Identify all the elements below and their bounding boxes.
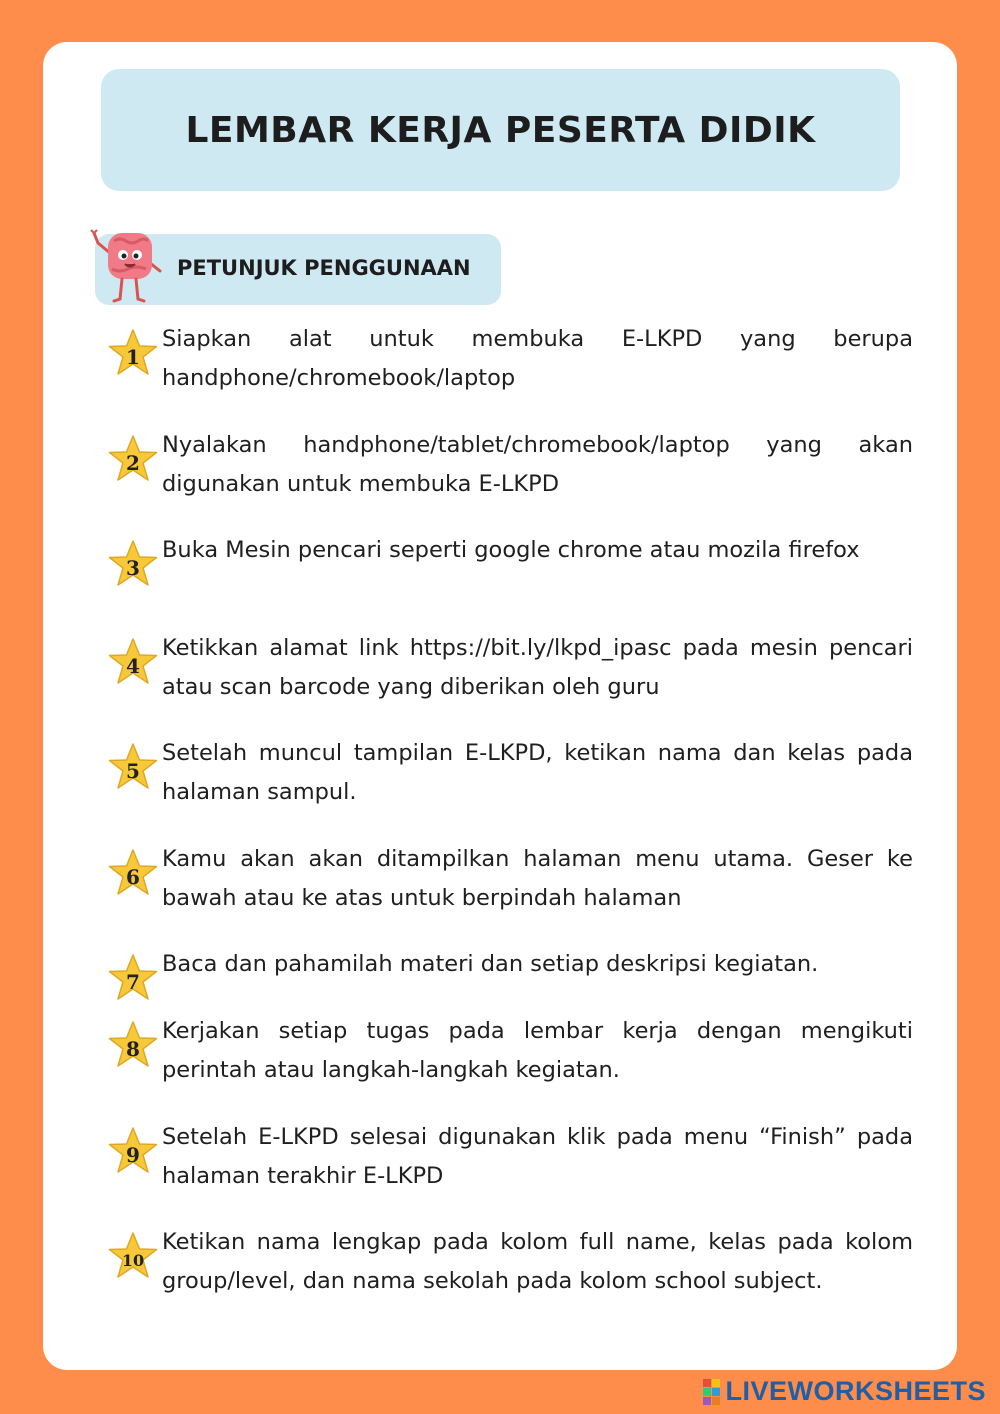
star-icon [106, 538, 160, 592]
step-number: 10 [121, 1250, 145, 1270]
step-number: 8 [126, 1037, 140, 1061]
star-icon [106, 1230, 160, 1284]
step-number: 4 [126, 654, 140, 678]
step-number: 3 [126, 556, 140, 580]
star-icon [106, 327, 160, 381]
step-number: 2 [126, 451, 140, 475]
star-icon [106, 741, 160, 795]
title-banner [101, 69, 900, 191]
step-number: 5 [126, 759, 140, 783]
star-icon [106, 847, 160, 901]
step-text: Siapkan alat untuk membuka E-LKPD yang berupa handphone/chromebook/laptop [162, 326, 913, 391]
brand-wordmark: LIVEWORKSHEETS [725, 1376, 986, 1406]
step-number: 9 [126, 1143, 140, 1167]
star-icon [106, 1019, 160, 1073]
step-text: Buka Mesin pencari seperti google chrome atau mozila firefox [162, 537, 860, 563]
step-text: Kamu akan akan ditampilkan halaman menu utama. Geser ke bawah atau ke atas untuk berpindah halaman [162, 846, 913, 911]
step-text: Kerjakan setiap tugas pada lembar kerja dengan mengikuti perintah atau langkah-langkah kegiatan. [162, 1018, 913, 1083]
step-text: Ketikkan alamat link https://bit.ly/lkpd_ipasc pada mesin pencari atau scan barcode yang diberikan oleh guru [162, 635, 913, 700]
star-icon [106, 433, 160, 487]
section-title: PETUNJUK PENGGUNAAN [177, 256, 471, 280]
step-number: 1 [126, 345, 140, 369]
page-title: LEMBAR KERJA PESERTA DIDIK [185, 109, 816, 151]
step-text: Setelah muncul tampilan E-LKPD, ketikan nama dan kelas pada halaman sampul. [162, 740, 913, 805]
liveworksheets-footer [703, 1376, 986, 1407]
step-text: Ketikan nama lengkap pada kolom full name, kelas pada kolom group/level, dan nama sekolah pada kolom school subject. [162, 1229, 913, 1294]
star-icon [106, 1125, 160, 1179]
step-number: 6 [126, 865, 140, 889]
intestine-mascot-icon [88, 225, 168, 319]
star-icon [106, 636, 160, 690]
step-text: Setelah E-LKPD selesai digunakan klik pada menu “Finish” pada halaman terakhir E-LKPD [162, 1124, 913, 1189]
step-number: 7 [126, 970, 140, 994]
step-text: Nyalakan handphone/tablet/chromebook/laptop yang akan digunakan untuk membuka E-LKPD [162, 432, 913, 497]
star-icon [106, 952, 160, 1006]
step-text: Baca dan pahamilah materi dan setiap deskripsi kegiatan. [162, 951, 819, 977]
liveworksheets-logo-icon [703, 1379, 720, 1405]
